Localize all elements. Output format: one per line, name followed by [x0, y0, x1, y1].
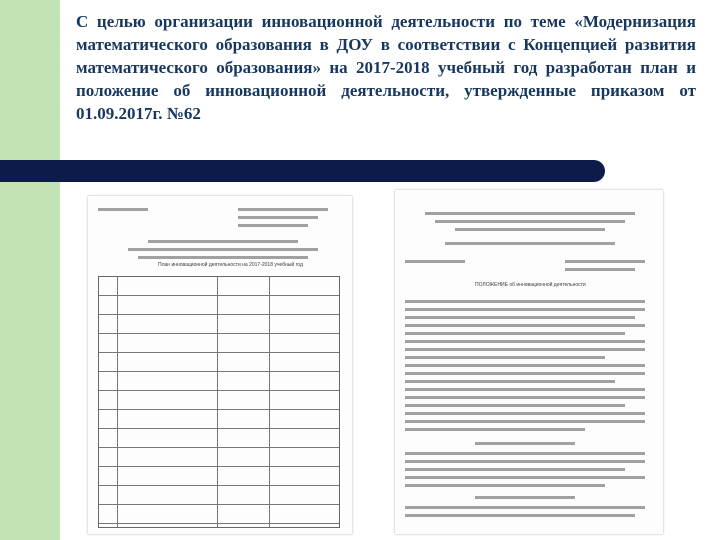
plan-document-scan: [88, 196, 352, 534]
plan-table: [98, 276, 340, 528]
regulation-heading: ПОЛОЖЕНИЕ об инновационной деятельности: [475, 282, 586, 288]
regulation-document-scan: [395, 190, 663, 534]
plan-heading: План инновационной деятельности на 2017-2018 учебный год: [158, 262, 303, 268]
green-sidebar: [0, 0, 60, 540]
title-underline-bar: [0, 160, 605, 182]
slide-title: С целью организации инновационной деятельности по теме «Модернизация математического образования в ДОУ в соответствии с Концепцией развития математического образования» на 2017-2018 учебный год разработан план и положение об инновационной деятельности, утвержденные приказом от 01.09.2017г. №62: [76, 12, 696, 123]
